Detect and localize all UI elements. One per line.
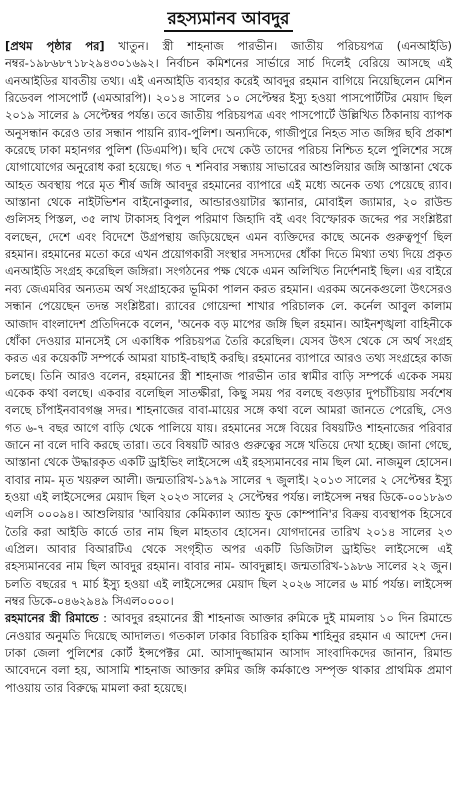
article-body xyxy=(5,38,452,610)
article-title: রহস্যমানব আবদুর xyxy=(164,8,294,32)
section-subhead: রহমানের স্ত্রী রিমান্ডে xyxy=(5,611,99,626)
section-body-text: : আবদুর রহমানের স্ত্রী শাহনাজ আক্তার রুমিকে দুই মামলায় ১০ দিন রিমান্ডে নেওয়ার অনুমতি দিয়েছে আদালত। গতকাল ঢাকার বিচারিক হাকিম শাহিনুর রহমান এ আদেশ দেন। ঢাকা জেলা পুলিশের কোর্ট ইন্সপেক্টর মো. আসাদুজ্জামান আসাদ সাংবাদিকদের জানান, রিমান্ড আবেদনে বলা হয়, আসামি শাহনাজ আক্তার রুমির জঙ্গি কর্মকাণ্ডে সম্পৃক্ত থাকার প্রাথমিক প্রমাণ পাওয়ায় তার বিরুদ্ধে মামলা করা হয়েছে। xyxy=(5,611,452,695)
continued-from-kicker: [প্রথম পৃষ্ঠার পর] xyxy=(5,39,105,53)
article-section-remand xyxy=(5,610,452,697)
article-title-wrap xyxy=(5,8,452,32)
news-clipping xyxy=(0,8,456,806)
article-body-text: খাতুন। স্ত্রী শাহনাজ পারভীন। জাতীয় পরিচয়পত্র (এনআইডি) নম্বর-১৯৮৬৮৭১৮২৯৪৩০১৬৯২। নির্বাচন কমিশনের সার্ভারে সার্চ দিলেই বেরিয়ে আসছে এই এনআইডির যাবতীয় তথ্য। এই এনআইডি ব্যবহার করেই আবদুর রহমান বাগিয়ে নিয়েছিলেন মেশিন রিডেবল পাসপোর্ট (এমআরপি)। ২০১৪ সালের ১০ সেপ্টেম্বর ইস্যু হওয়া পাসপোর্টটির মেয়াদ ছিল ২০১৯ সালের ৯ সেপ্টেম্বর পর্যন্ত। তবে জাতীয় পরিচয়পত্র এবং পাসপোর্টে উল্লিখিত ঠিকানায় ব্যাপক অনুসন্ধান করেও তার সন্ধান পায়নি র‍্যাব-পুলিশ। অন্যদিকে, গাজীপুরে নিহত সাত জঙ্গির ছবি প্রকাশ করেছে ঢাকা মহানগর পুলিশ (ডিএমপি)। ছবি দেখে কেউ তাদের পরিচয় নিশ্চিত হলে পুলিশের সঙ্গে যোগাযোগের অনুরোধ করা হয়েছে। গত ৭ শনিবার সন্ধ্যায় সাভারের আশুলিয়ার জঙ্গি আস্তানা থেকে আহত অবস্থায় পরে মৃত শীর্ষ জঙ্গি আবদুর রহমানের ব্যাপারে এই মধ্যে অনেক তথ্য পেয়েছে র‍্যাব। আস্তানা থেকে নাইটভিশন বাইনোকুলার, আন্ডারওয়াটার স্ক্যানার, মোবাইল জ্যামার, ২০ রাউন্ড গুলিসহ পিস্তল, ৩৫ লাখ টাকাসহ বিপুল পরিমাণ জিহাদি বই এবং বিস্ফোরক জব্দের পর সংশ্লিষ্টরা বলছেন, দেশে এবং বিদেশে উগ্রপন্থায় জড়িয়েছেন এমন ব্যক্তিদের কাছে অনেক গুরুত্বপূর্ণ ছিল রহমান। রহমানের মতো করে এখন প্রয়োগকারী সংস্থার সদস্যদের ধোঁকা দিতে মিথ্যা তথ্য দিয়ে প্রকৃত এনআইডি সংগ্রহ করেছিল জঙ্গিরা। সংগঠনের পক্ষ থেকে এমন অলিখিত নির্দেশনাই ছিল। এর বাইরে নব্য জেএমবির অন্যতম অর্থ সংগ্রাহকের ভূমিকা পালন করত রহমান। এরকম অনেকগুলো উৎসেরও সন্ধান পেয়েছেন তদন্ত সংশ্লিষ্টরা। র‍্যাবের গোয়েন্দা শাখার পরিচালক লে. কর্নেল আবুল কালাম আজাদ বাংলাদেশ প্রতিদিনকে বলেন, 'অনেক বড় মাপের জঙ্গি ছিল রহমান। আইনশৃঙ্খলা বাহিনীকে ধোঁকা দেওয়ার মানসেই সে একাধিক পরিচয়পত্র তৈরি করেছিল। যেসব উৎস থেকে সে অর্থ সংগ্রহ করত এর কয়েকটি সম্পর্কে আমরা যাচাই-বাছাই করছি। রহমানের ব্যাপারে আরও তথ্য সংগ্রহের কাজ চলছে। তিনি আরও বলেন, রহমানের স্ত্রী শাহনাজ পারভীন তার স্বামীর বাড়ি সম্পর্কে একেক সময় একেক কথা বলছে। একবার বলেছিল সাতক্ষীরা, কিছু সময় পর বলছে বগুড়ার দুপচাঁচিয়ায় সর্বশেষ বলছে চাঁপাইনবাবগঞ্জ সদর। শাহনাজের বাবা-মায়ের সঙ্গে কথা বলে আমরা জানতে পেরেছি, সেও গত ৬-৭ বছর আগে বাড়ি থেকে পালিয়ে যায়। রহমানের সঙ্গে বিয়ের বিষয়টিও শাহনাজের পরিবার জানে না বলে দাবি করছে তারা। তবে বিষয়টি আরও গুরুত্বের সঙ্গে খতিয়ে দেখা হচ্ছে। জানা গেছে, আস্তানা থেকে উদ্ধারকৃত একটি ড্রাইভিং লাইসেন্সে এই রহস্যমানবের নাম ছিল মো. নাজমুল হোসেন। বাবার নাম- মৃত খয়রুল আলী। জন্মতারিখ-১৯৭৯ সালের ৭ জুলাই। ২০১৩ সালের ২ সেপ্টেম্বর ইস্যু হওয়া এই লাইসেন্সের মেয়াদ ছিল ২০২৩ সালের ২ সেপ্টেম্বর পর্যন্ত। লাইসেন্স নম্বর ডিকে-০০১৮৯৩ এলসি ০০০৯৪। আশুলিয়ার 'আবিয়ার কেমিক্যাল অ্যান্ড ফুড কোম্পানি'র বিক্রয় ব্যবস্থাপক হিসেবে তৈরি করা আইডি কার্ডে তার নাম ছিল মাহতাব হোসেন। যোগদানের তারিখ ২০১৪ সালের ২৩ এপ্রিল। আবার বিআরটিএ থেকে সংগৃহীত অপর একটি ডিজিটাল ড্রাইভিং লাইসেন্সে এই রহস্যমানবের নাম ছিল আবদুর রহমান। বাবার নাম- আবদুল্লাহ। জন্মতারিখ-১৯৮৬ সালের ২২ জুন। চলতি বছরের ৭ মার্চ ইস্যু হওয়া এই লাইসেন্সের মেয়াদ ছিল ২০২৬ সালের ৬ মার্চ পর্যন্ত। লাইসেন্স নম্বর ডিকে-০৪৬২৯৪৯ সিএল০০০০। xyxy=(5,39,452,608)
